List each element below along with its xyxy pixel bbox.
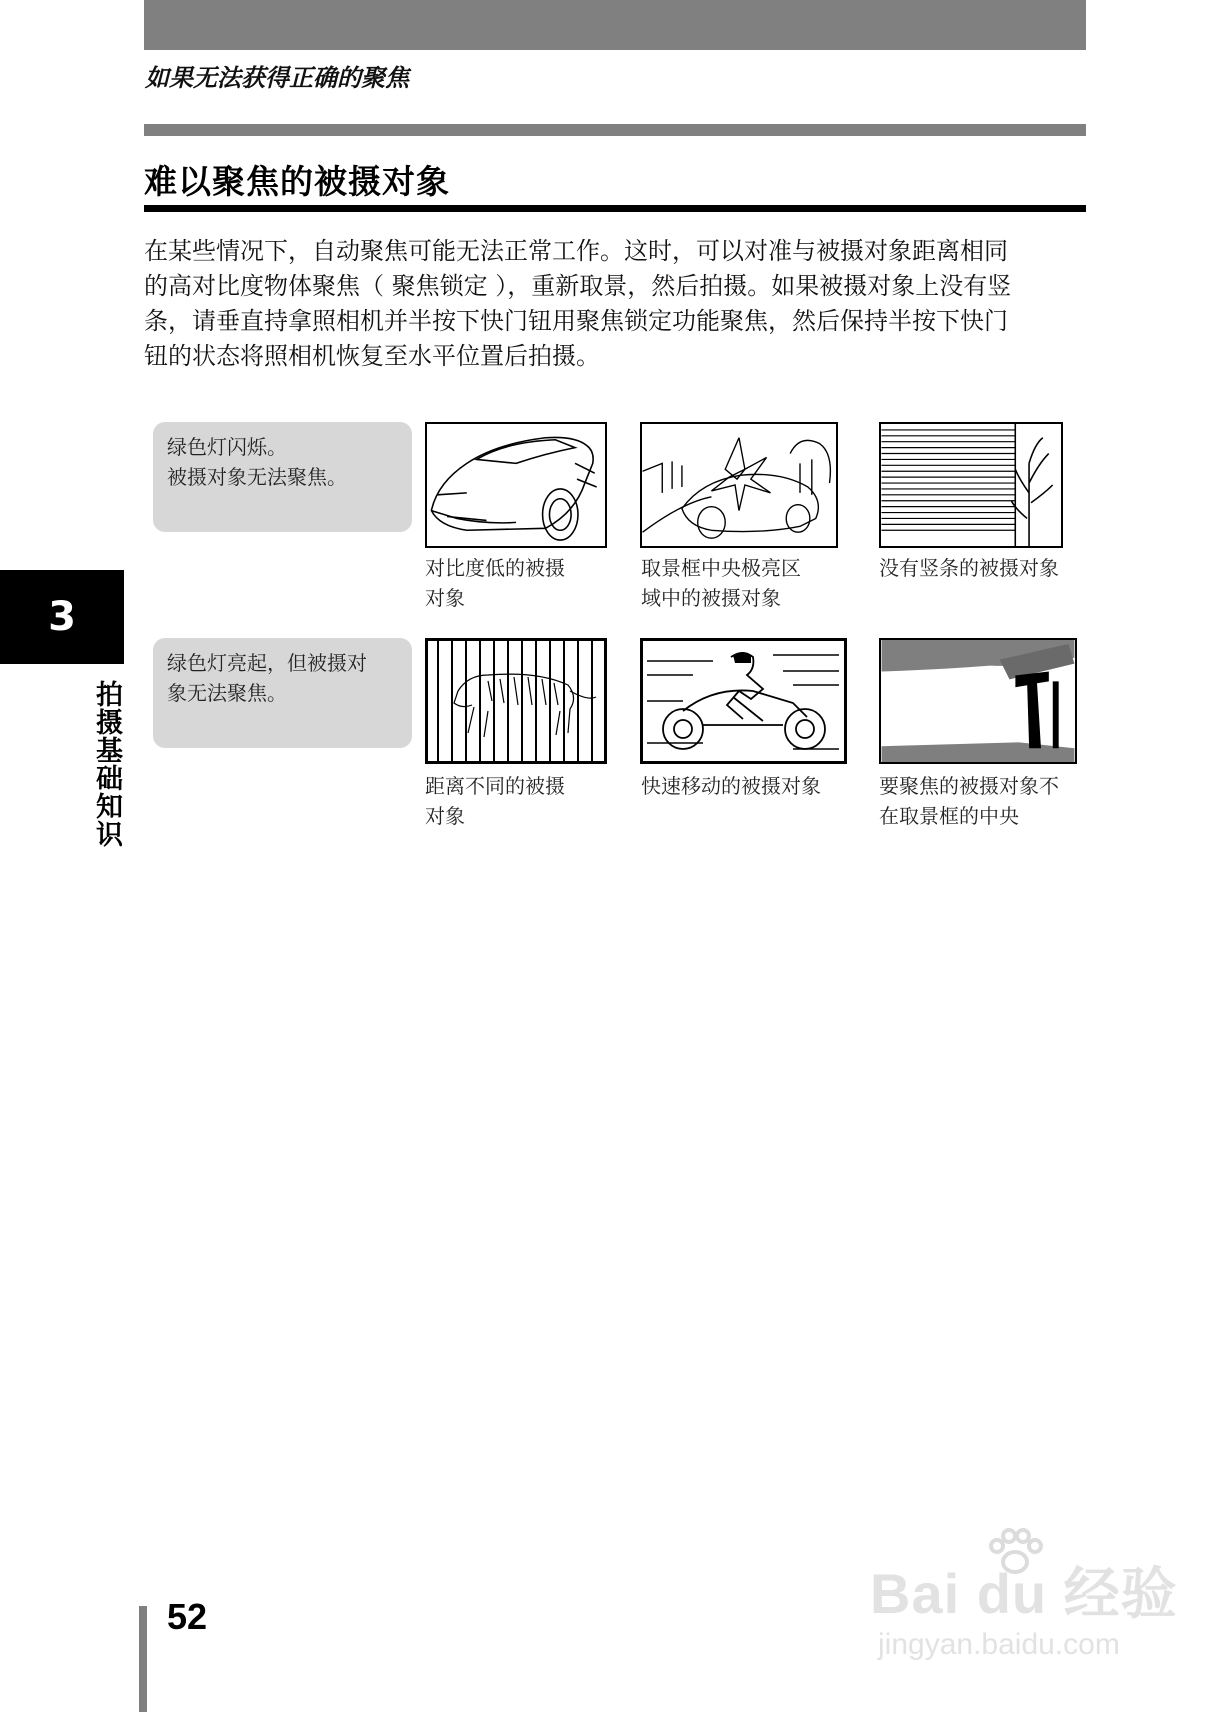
caption-line: 取景框中央极亮区 [641, 556, 801, 580]
fast-motorcycle-illustration [640, 638, 847, 764]
caption-line: 距离不同的被摄 [425, 774, 565, 798]
body-line: 在某些情况下，自动聚焦可能无法正常工作。这时，可以对准与被摄对象距离相同 [144, 237, 1008, 265]
body-paragraph [144, 234, 1088, 374]
chapter-title: 拍摄基础知识 [91, 680, 122, 848]
caption-bright-spot [641, 553, 801, 613]
body-line: 条，请垂直持拿照相机并半按下快门钮用聚焦锁定功能聚焦，然后保持半按下快门 [144, 307, 1008, 335]
off-center-subject-illustration [879, 638, 1077, 764]
caption-line: 快速移动的被摄对象 [641, 774, 821, 798]
caption-different-distance [425, 771, 565, 831]
caption-line: 域中的被摄对象 [641, 586, 781, 610]
heading-top-rule [144, 124, 1086, 136]
page-number-bar [139, 1606, 147, 1712]
caption-no-vertical [879, 553, 1059, 583]
caption-line: 没有竖条的被摄对象 [879, 556, 1059, 580]
horizontal-lines-illustration [879, 422, 1063, 548]
callout-line: 被摄对象无法聚焦。 [167, 465, 347, 489]
low-contrast-car-illustration [425, 422, 607, 548]
callout-green-on [153, 638, 412, 748]
caption-low-contrast [425, 553, 565, 613]
chapter-number-tab: 3 [0, 570, 124, 664]
callout-green-blink [153, 422, 412, 532]
bright-spot-car-illustration [640, 422, 838, 548]
watermark-url: jingyan.baidu.com [878, 1628, 1120, 1661]
page-number: 52 [167, 1596, 208, 1637]
header-bar [144, 0, 1086, 50]
caption-off-center [879, 771, 1059, 831]
body-line: 的高对比度物体聚焦（ 聚焦锁定 ），重新取景，然后拍摄。如果被摄对象上没有竖 [144, 272, 1012, 300]
watermark-logo: Bai du 经验 [870, 1562, 1178, 1625]
section-title: 如果无法获得正确的聚焦 [145, 64, 409, 92]
body-line: 钮的状态将照相机恢复至水平位置后拍摄。 [144, 342, 600, 370]
tiger-behind-bars-illustration [425, 638, 607, 764]
page-heading: 难以聚焦的被摄对象 [144, 162, 450, 201]
caption-line: 在取景框的中央 [879, 804, 1019, 828]
callout-line: 绿色灯闪烁。 [167, 435, 287, 459]
caption-line: 要聚焦的被摄对象不 [879, 774, 1059, 798]
callout-line: 象无法聚焦。 [167, 681, 287, 705]
heading-bottom-rule [144, 205, 1086, 212]
caption-line: 对比度低的被摄 [425, 556, 565, 580]
callout-line: 绿色灯亮起，但被摄对 [167, 651, 367, 675]
caption-fast-moving [641, 771, 821, 801]
caption-line: 对象 [425, 804, 465, 828]
caption-line: 对象 [425, 586, 465, 610]
